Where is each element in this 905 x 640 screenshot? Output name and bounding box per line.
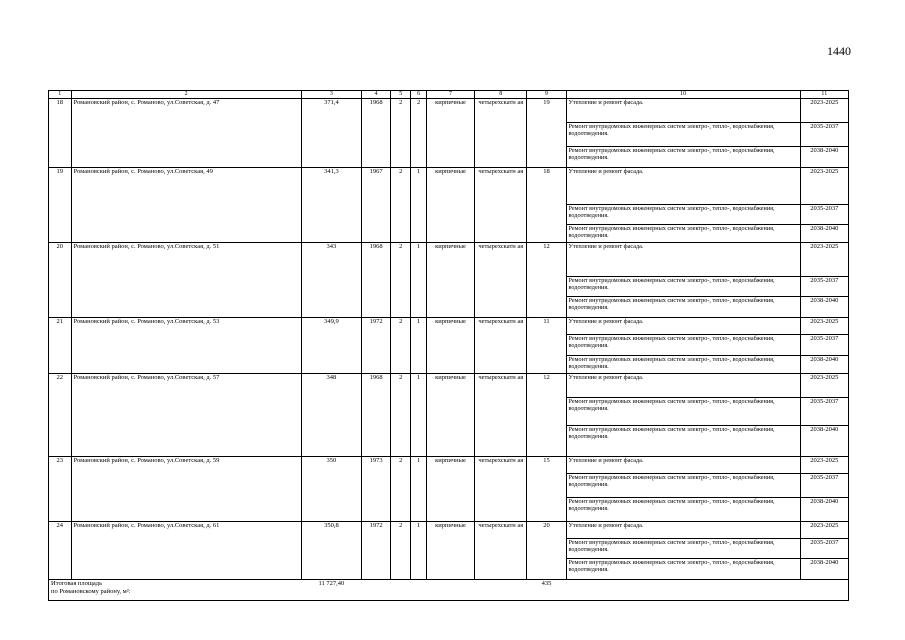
cell-roof: четырехскатн ая (475, 168, 527, 243)
cell-work-period: 2038-2040 (800, 559, 848, 580)
cell-work-type: Ремонт внутридомовых инженерных систем электро-, тепло-, водоснабжения, водоотведения. (566, 426, 800, 457)
column-header: 4 (362, 91, 391, 99)
page-number: 1440 (827, 44, 851, 58)
cell-work-period: 2038-2040 (800, 147, 848, 168)
cell-area: 348 (301, 374, 362, 457)
cell-floors: 2 (390, 99, 411, 168)
cell-work-period: 2023-2025 (800, 522, 848, 539)
column-header: 6 (411, 91, 426, 99)
cell-address: Романовский район, с. Романово, ул.Советская, д. 53 (71, 318, 301, 374)
cell-area: 341,3 (301, 168, 362, 243)
cell-floors: 2 (390, 243, 411, 318)
cell-work-period: 2023-2025 (800, 99, 848, 123)
cell-area: 350 (301, 457, 362, 522)
cell-num: 22 (49, 374, 72, 457)
column-header: 7 (426, 91, 474, 99)
cell-address: Романовский район, с. Романово, ул.Советская, д. 59 (71, 457, 301, 522)
cell-work-type: Утепление и ремонт фасада. (566, 457, 800, 474)
cell-c9: 20 (527, 522, 566, 580)
cell-work-period: 2038-2040 (800, 297, 848, 318)
cell-floors: 2 (390, 374, 411, 457)
column-number-header (49, 91, 849, 99)
total-area: 11 727,40 (318, 580, 345, 587)
cell-work-type: Утепление и ремонт фасада. (566, 243, 800, 277)
column-header: 2 (71, 91, 301, 99)
cell-work-type: Ремонт внутридомовых инженерных систем электро-, тепло-, водоснабжения, водоотведения. (566, 335, 800, 356)
cell-c9: 18 (527, 168, 566, 243)
column-header: 3 (301, 91, 362, 99)
cell-material: кирпичные (426, 99, 474, 168)
cell-c9: 12 (527, 243, 566, 318)
cell-material: кирпичные (426, 522, 474, 580)
cell-work-type: Ремонт внутридомовых инженерных систем электро-, тепло-, водоснабжения, водоотведения. (566, 474, 800, 498)
cell-num: 19 (49, 168, 72, 243)
table-row (49, 522, 849, 539)
cell-address: Романовский район, с. Романово, ул.Советская, д. 61 (71, 522, 301, 580)
cell-work-type: Утепление и ремонт фасада. (566, 522, 800, 539)
cell-work-period: 2023-2025 (800, 168, 848, 205)
cell-year: 1967 (362, 168, 391, 243)
cell-material: кирпичные (426, 457, 474, 522)
cell-work-type: Утепление и ремонт фасада. (566, 318, 800, 335)
cell-address: Романовский район, с. Романово, ул.Советская, д. 47 (71, 99, 301, 168)
cell-area: 343 (301, 243, 362, 318)
cell-num: 21 (49, 318, 72, 374)
column-header: 10 (566, 91, 800, 99)
cell-work-type: Утепление и ремонт фасада. (566, 168, 800, 205)
cell-work-type: Утепление и ремонт фасада. (566, 374, 800, 398)
cell-work-period: 2023-2025 (800, 243, 848, 277)
cell-work-period: 2038-2040 (800, 426, 848, 457)
cell-work-type: Утепление и ремонт фасада. (566, 99, 800, 123)
cell-roof: четырехскатн ая (475, 457, 527, 522)
housing-register-table (48, 90, 849, 601)
cell-work-period: 2023-2025 (800, 374, 848, 398)
cell-year: 1973 (362, 457, 391, 522)
cell-floors: 2 (390, 318, 411, 374)
cell-address: Романовский район, с. Романово, ул.Советская, д. 57 (71, 374, 301, 457)
cell-work-period: 2035-2037 (800, 539, 848, 559)
cell-floors: 2 (390, 457, 411, 522)
cell-roof: четырехскатн ая (475, 318, 527, 374)
cell-work-period: 2035-2037 (800, 205, 848, 225)
cell-material: кирпичные (426, 374, 474, 457)
cell-num: 24 (49, 522, 72, 580)
cell-c9: 11 (527, 318, 566, 374)
cell-material: кирпичные (426, 243, 474, 318)
cell-work-type: Ремонт внутридомовых инженерных систем электро-, тепло-, водоснабжения, водоотведения. (566, 297, 800, 318)
cell-work-period: 2035-2037 (800, 335, 848, 356)
cell-year: 1972 (362, 318, 391, 374)
column-header: 11 (800, 91, 848, 99)
cell-work-period: 2023-2025 (800, 318, 848, 335)
cell-c9: 15 (527, 457, 566, 522)
cell-year: 1968 (362, 374, 391, 457)
cell-work-period: 2023-2025 (800, 457, 848, 474)
column-header: 9 (527, 91, 566, 99)
cell-entrances: 1 (411, 522, 426, 580)
table-row (49, 168, 849, 205)
cell-work-period: 2035-2037 (800, 277, 848, 297)
cell-entrances: 1 (411, 243, 426, 318)
cell-num: 23 (49, 457, 72, 522)
cell-area: 371,4 (301, 99, 362, 168)
total-label: Итоговая площадь (51, 580, 103, 587)
cell-floors: 2 (390, 522, 411, 580)
table-row (49, 318, 849, 335)
cell-entrances: 2 (411, 99, 426, 168)
cell-work-type: Ремонт внутридомовых инженерных систем электро-, тепло-, водоснабжения, водоотведения. (566, 205, 800, 225)
column-header: 5 (390, 91, 411, 99)
cell-floors: 2 (390, 168, 411, 243)
cell-work-period: 2035-2037 (800, 123, 848, 147)
cell-area: 349,9 (301, 318, 362, 374)
cell-entrances: 1 (411, 374, 426, 457)
cell-entrances: 1 (411, 168, 426, 243)
cell-c9: 19 (527, 99, 566, 168)
cell-entrances: 1 (411, 457, 426, 522)
cell-num: 20 (49, 243, 72, 318)
cell-roof: четырехскатн ая (475, 374, 527, 457)
cell-address: Романовский район, с. Романово, ул.Советская, д. 51 (71, 243, 301, 318)
cell-work-type: Ремонт внутридомовых инженерных систем электро-, тепло-, водоснабжения, водоотведения. (566, 356, 800, 374)
cell-roof: четырехскатн ая (475, 99, 527, 168)
cell-work-period: 2038-2040 (800, 225, 848, 243)
cell-work-type: Ремонт внутридомовых инженерных систем электро-, тепло-, водоснабжения, водоотведения. (566, 225, 800, 243)
table-row (49, 99, 849, 123)
cell-num: 18 (49, 99, 72, 168)
table-row (49, 374, 849, 398)
cell-roof: четырехскатн ая (475, 243, 527, 318)
cell-entrances: 1 (411, 318, 426, 374)
cell-work-type: Ремонт внутридомовых инженерных систем электро-, тепло-, водоснабжения, водоотведения. (566, 398, 800, 426)
cell-year: 1972 (362, 522, 391, 580)
cell-work-type: Ремонт внутридомовых инженерных систем электро-, тепло-, водоснабжения, водоотведения. (566, 147, 800, 168)
column-header: 8 (475, 91, 527, 99)
cell-work-period: 2035-2037 (800, 398, 848, 426)
total-column-9: 435 (541, 580, 552, 587)
cell-address: Романовский район, с. Романово, ул.Советская, 49 (71, 168, 301, 243)
table-row (49, 243, 849, 277)
cell-work-type: Ремонт внутридомовых инженерных систем электро-, тепло-, водоснабжения, водоотведения. (566, 559, 800, 580)
cell-work-type: Ремонт внутридомовых инженерных систем электро-, тепло-, водоснабжения, водоотведения. (566, 123, 800, 147)
cell-work-type: Ремонт внутридомовых инженерных систем электро-, тепло-, водоснабжения, водоотведения. (566, 277, 800, 297)
cell-work-type: Ремонт внутридомовых инженерных систем электро-, тепло-, водоснабжения, водоотведения. (566, 539, 800, 559)
cell-area: 350,8 (301, 522, 362, 580)
cell-work-period: 2035-2037 (800, 474, 848, 498)
cell-roof: четырехскатн ая (475, 522, 527, 580)
cell-material: кирпичные (426, 318, 474, 374)
total-label-unit: по Романовскому району, м²: (51, 587, 131, 595)
column-header: 1 (49, 91, 72, 99)
cell-year: 1968 (362, 243, 391, 318)
cell-year: 1968 (362, 99, 391, 168)
cell-work-type: Ремонт внутридомовых инженерных систем электро-, тепло-, водоснабжения, водоотведения. (566, 498, 800, 522)
cell-c9: 12 (527, 374, 566, 457)
total-row (49, 580, 849, 601)
cell-work-period: 2038-2040 (800, 498, 848, 522)
table-row (49, 457, 849, 474)
cell-material: кирпичные (426, 168, 474, 243)
cell-work-period: 2038-2040 (800, 356, 848, 374)
